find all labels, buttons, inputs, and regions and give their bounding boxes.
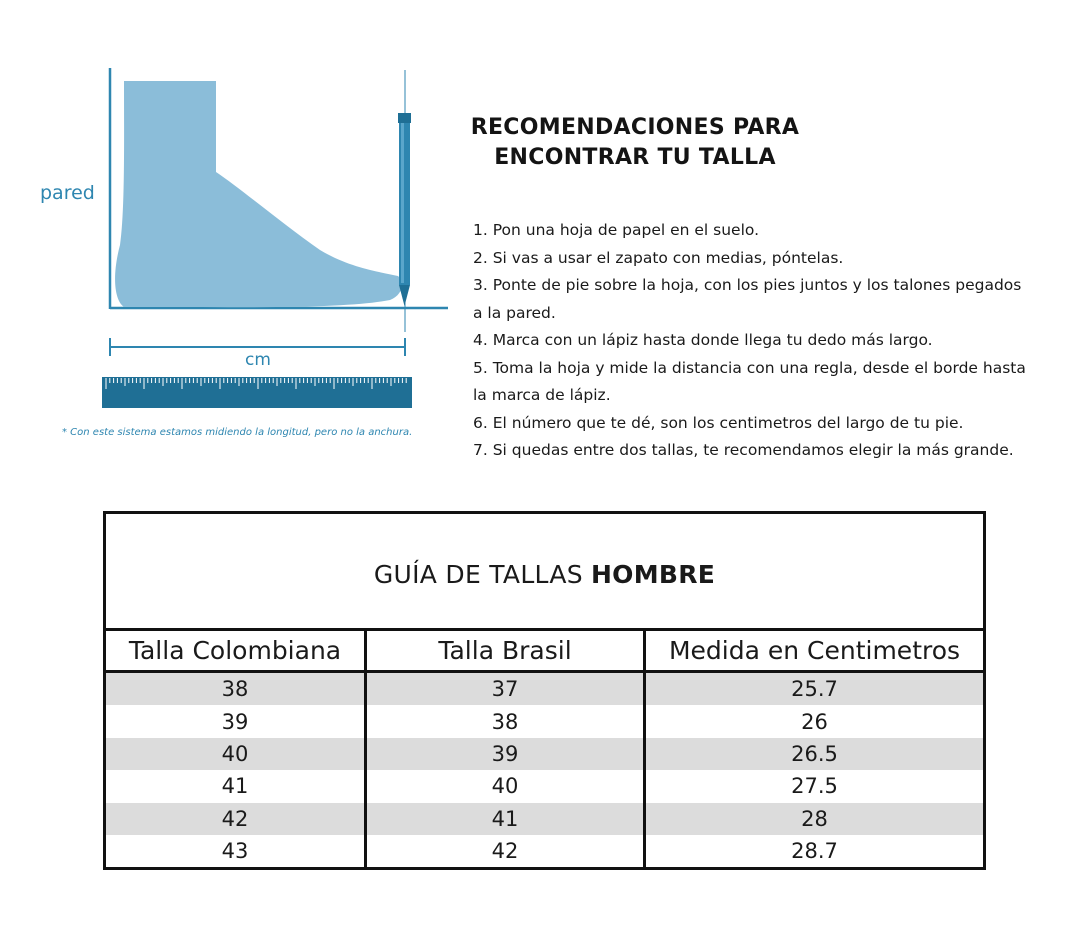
- size-guide-caption: [106, 514, 983, 631]
- cell-centimeters: 25.7: [643, 673, 983, 705]
- cell-brazil-size: 42: [364, 835, 643, 867]
- pencil-icon: [398, 113, 411, 306]
- cell-colombian-size: 42: [221, 806, 249, 831]
- wall-label: pared: [40, 182, 95, 204]
- cell-centimeters: 28: [643, 803, 983, 835]
- step-line: 1. Pon una hoja de papel en el suelo.: [473, 221, 760, 239]
- step-line: 2. Si vas a usar el zapato con medias, póntelas.: [473, 248, 844, 267]
- foot-measurement-illustration: [30, 60, 450, 450]
- size-guide-caption-prefix: GUÍA DE TALLAS: [373, 559, 583, 589]
- table-row: [106, 705, 983, 737]
- step-line: 3. Ponte de pie sobre la hoja, con los pies juntos y los talones pegados: [473, 276, 1022, 294]
- table-body: [106, 673, 983, 867]
- table-row: [106, 673, 983, 705]
- table-row: [106, 738, 983, 770]
- step-line: la marca de lápiz.: [473, 386, 611, 404]
- cell-centimeters: 26.5: [643, 738, 983, 770]
- cell-colombian-size: 40: [221, 741, 249, 766]
- header-centimeters: Medida en Centimetros: [643, 631, 983, 670]
- recommendations-steps: [473, 217, 1063, 465]
- header-colombian-size: Talla Colombiana: [128, 636, 342, 665]
- size-guide-caption-gender: HOMBRE: [590, 559, 716, 589]
- cell-centimeters: 26: [643, 705, 983, 737]
- measurement-footnote: * Con este sistema estamos midiendo la longitud, pero no la anchura.: [62, 427, 413, 438]
- cell-brazil-size: 39: [364, 738, 643, 770]
- cell-colombian-size: 38: [221, 677, 249, 702]
- foot-silhouette: [115, 81, 402, 307]
- recommendations-title: [455, 113, 815, 173]
- header-brazil-size: Talla Brasil: [364, 631, 643, 670]
- size-guide-table: [103, 511, 986, 870]
- cell-brazil-size: 41: [364, 803, 643, 835]
- step-line: 7. Si quedas entre dos tallas, te recomendamos elegir la más grande.: [473, 441, 1014, 459]
- table-header-row: [106, 631, 983, 673]
- cell-colombian-size: 39: [221, 709, 249, 734]
- recommendations-title-line-2: ENCONTRAR TU TALLA: [494, 145, 776, 170]
- cell-brazil-size: 40: [364, 770, 643, 802]
- table-row: [106, 835, 983, 867]
- cell-centimeters: 27.5: [643, 770, 983, 802]
- cell-centimeters: 28.7: [643, 835, 983, 867]
- cell-colombian-size: 43: [221, 839, 249, 864]
- cell-brazil-size: 38: [364, 705, 643, 737]
- cell-colombian-size: 41: [221, 774, 249, 799]
- centimeter-label: cm: [245, 350, 271, 370]
- table-row: [106, 770, 983, 802]
- step-line: 6. El número que te dé, son los centimetros del largo de tu pie.: [473, 413, 964, 432]
- step-line: 4. Marca con un lápiz hasta donde llega tu dedo más largo.: [473, 331, 933, 349]
- recommendations-title-line-1: RECOMENDACIONES PARA: [470, 115, 800, 140]
- table-row: [106, 803, 983, 835]
- step-line: a la pared.: [473, 303, 556, 322]
- cell-brazil-size: 37: [364, 673, 643, 705]
- ruler-icon: [102, 377, 412, 408]
- step-line: 5. Toma la hoja y mide la distancia con una regla, desde el borde hasta: [473, 358, 1026, 377]
